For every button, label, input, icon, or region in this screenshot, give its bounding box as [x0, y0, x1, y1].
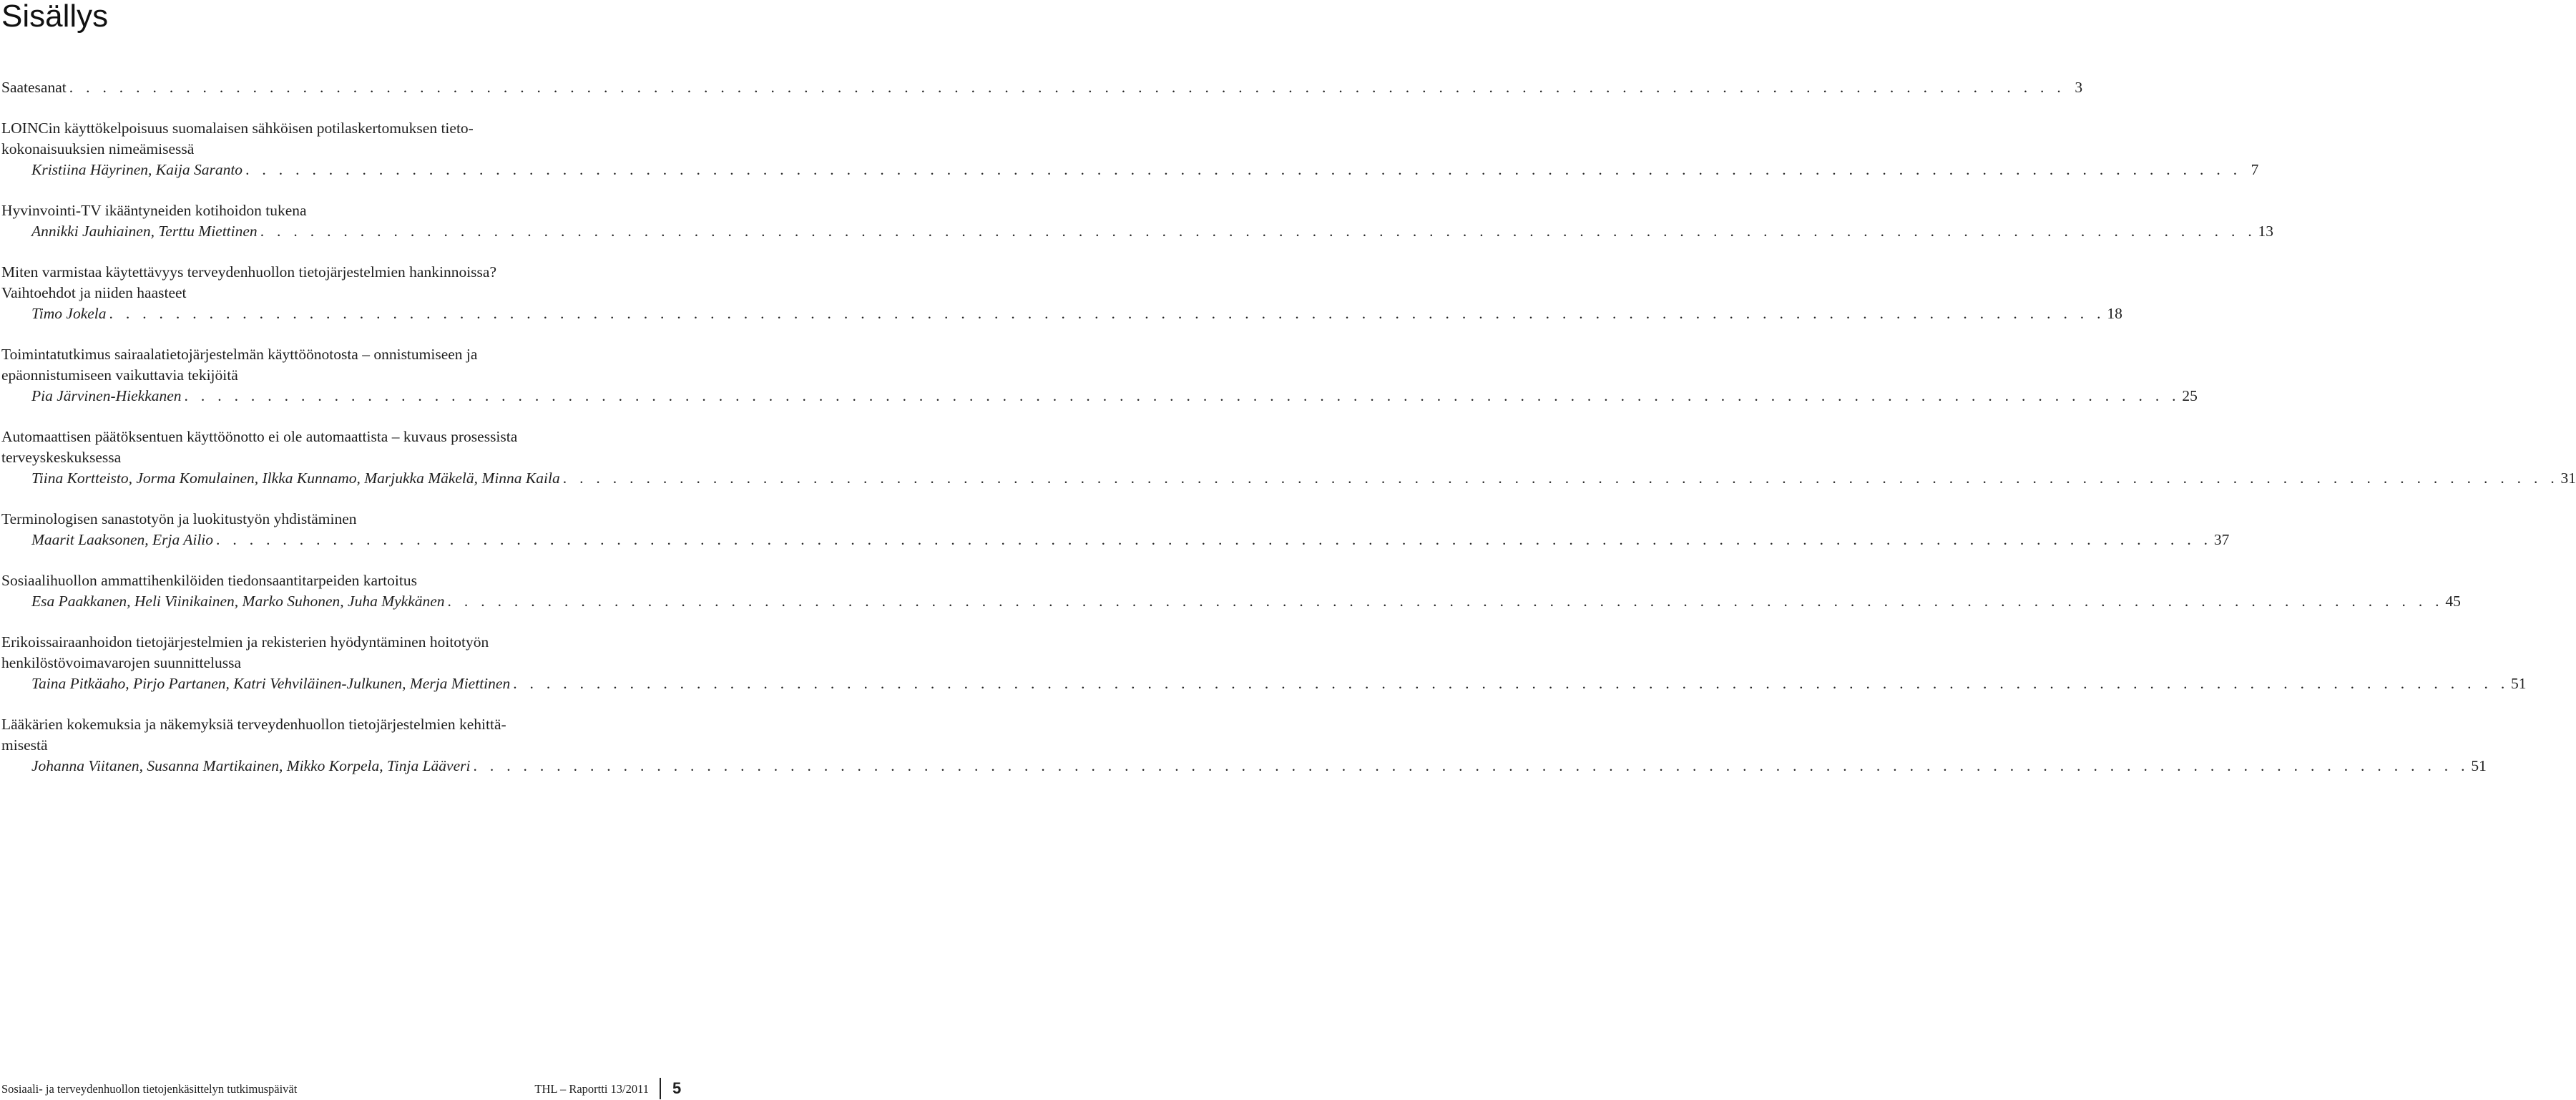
toc-page-number: 13 [2258, 223, 2274, 240]
toc-entry[interactable] [1, 262, 2122, 324]
toc-page-number: 37 [2213, 531, 2230, 548]
dot-leader: . . . . . . . . . . . . . . . . . . . . . . . . . . . . . . . . . . . . . . . . . . . . . . . . . . . . . . . . . . . . . . . . . . . . . . . . . . . . . . . . . . . . . . . . . . . . . . . . . . . . . . . . . . . . . . . . . . . . . . . . [447, 593, 2444, 610]
footer-publication-title: Sosiaali- ja terveydenhuollon tietojenkäsittelyn tutkimuspäivät [1, 1082, 298, 1096]
toc-page-number: 51 [2471, 757, 2487, 774]
dot-leader: . . . . . . . . . . . . . . . . . . . . . . . . . . . . . . . . . . . . . . . . . . . . . . . . . . . . . . . . . . . . . . . . . . . . . . . . . . . . . . . . . . . . . . . . . . . . . . . . . . . . . . . . . . . . . . . . . . . . . . . . [473, 757, 2469, 774]
dot-leader: . . . . . . . . . . . . . . . . . . . . . . . . . . . . . . . . . . . . . . . . . . . . . . . . . . . . . . . . . . . . . . . . . . . . . . . . . . . . . . . . . . . . . . . . . . . . . . . . . . . . . . . . . . . . . . . . . . . . . . . . [216, 531, 2213, 548]
toc-page-number: 7 [2251, 161, 2259, 178]
toc-entry-authors: Maarit Laaksonen, Erja Ailio [31, 531, 214, 548]
toc-entry-title-line: LOINCin käyttökelpoisuus suomalaisen sähköisen potilaskertomuksen tieto- [1, 120, 474, 137]
toc-entry-title-line: Vaihtoehdot ja niiden haasteet [1, 284, 187, 301]
dot-leader: . . . . . . . . . . . . . . . . . . . . . . . . . . . . . . . . . . . . . . . . . . . . . . . . . . . . . . . . . . . . . . . . . . . . . . . . . . . . . . . . . . . . . . . . . . . . . . . . . . . . . . . . . . . . . . . . . . . . . . . . [184, 387, 2180, 404]
footer-divider [660, 1078, 661, 1099]
toc-entry-authors: Annikki Jauhiainen, Terttu Miettinen [31, 223, 258, 240]
toc-entry-title-line: Miten varmistaa käytettävyys terveydenhuollon tietojärjestelmien hankinnoissa? [1, 263, 496, 281]
toc-entry-authors: Esa Paakkanen, Heli Viinikainen, Marko Suhonen, Juha Mykkänen [31, 593, 445, 610]
toc-entry[interactable] [1, 77, 2083, 98]
toc-entry-title-line: terveyskeskuksessa [1, 449, 122, 466]
toc-page-number: 31 [2560, 469, 2576, 487]
toc-entry-title-line: epäonnistumiseen vaikuttavia tekijöitä [1, 366, 238, 384]
toc-entry-title-line: Terminologisen sanastotyön ja luokitustyön yhdistäminen [1, 510, 357, 527]
toc-page-number: 51 [2511, 675, 2527, 692]
dot-leader: . . . . . . . . . . . . . . . . . . . . . . . . . . . . . . . . . . . . . . . . . . . . . . . . . . . . . . . . . . . . . . . . . . . . . . . . . . . . . . . . . . . . . . . . . . . . . . . . . . . . . . . . . . . . . . . . . . . . . . . . [109, 305, 2105, 322]
toc-entry-authors: Taina Pitkäaho, Pirjo Partanen, Katri Vehviläinen-Julkunen, Merja Miettinen [31, 675, 511, 692]
toc-entry-title-line: Saatesanat [1, 79, 67, 96]
toc-entry-title-line: henkilöstövoimavarojen suunnittelussa [1, 654, 241, 671]
toc-entry-authors: Tiina Kortteisto, Jorma Komulainen, Ilkka Kunnamo, Marjukka Mäkelä, Minna Kaila [31, 469, 560, 487]
toc-entry[interactable] [1, 427, 2576, 489]
dot-leader: . . . . . . . . . . . . . . . . . . . . . . . . . . . . . . . . . . . . . . . . . . . . . . . . . . . . . . . . . . . . . . . . . . . . . . . . . . . . . . . . . . . . . . . . . . . . . . . . . . . . . . . . . . . . . . . . . . . . . . . . [245, 161, 2242, 178]
toc-entry-authors: Timo Jokela [31, 305, 107, 322]
toc-entry[interactable] [1, 344, 2198, 407]
toc-entry-authors: Kristiina Häyrinen, Kaija Saranto [31, 161, 243, 178]
table-of-contents [1, 77, 2576, 797]
toc-page-number: 25 [2182, 387, 2198, 404]
toc-entry[interactable] [1, 509, 2230, 550]
page-title: Sisällys [1, 0, 109, 34]
footer-page-number: 5 [672, 1079, 682, 1097]
toc-entry[interactable] [1, 200, 2274, 242]
toc-entry-title-line: Automaattisen päätöksentuen käyttöönotto ei ole automaattista – kuvaus prosessista [1, 428, 518, 445]
toc-entry-authors: Pia Järvinen-Hiekkanen [31, 387, 182, 404]
footer-report-id: THL – Raportti 13/2011 [534, 1082, 649, 1096]
page-footer [0, 1078, 687, 1099]
toc-entry-title-line: Sosiaalihuollon ammattihenkilöiden tiedonsaantitarpeiden kartoitus [1, 572, 417, 589]
dot-leader: . . . . . . . . . . . . . . . . . . . . . . . . . . . . . . . . . . . . . . . . . . . . . . . . . . . . . . . . . . . . . . . . . . . . . . . . . . . . . . . . . . . . . . . . . . . . . . . . . . . . . . . . . . . . . . . . . . . . . . . . [69, 79, 2066, 96]
toc-entry-title-line: Hyvinvointi-TV ikääntyneiden kotihoidon tukena [1, 202, 307, 219]
toc-entry-title-line: Lääkärien kokemuksia ja näkemyksiä terveydenhuollon tietojärjestelmien kehittä- [1, 716, 506, 733]
toc-entry[interactable] [1, 118, 2259, 180]
toc-entry-title-line: Toimintatutkimus sairaalatietojärjestelmän käyttöönotosta – onnistumiseen ja [1, 346, 478, 363]
toc-entry-title-line: misestä [1, 736, 48, 754]
dot-leader: . . . . . . . . . . . . . . . . . . . . . . . . . . . . . . . . . . . . . . . . . . . . . . . . . . . . . . . . . . . . . . . . . . . . . . . . . . . . . . . . . . . . . . . . . . . . . . . . . . . . . . . . . . . . . . . . . . . . . . . . [513, 675, 2509, 692]
toc-entry-authors: Johanna Viitanen, Susanna Martikainen, Mikko Korpela, Tinja Lääveri [31, 757, 471, 774]
dot-leader: . . . . . . . . . . . . . . . . . . . . . . . . . . . . . . . . . . . . . . . . . . . . . . . . . . . . . . . . . . . . . . . . . . . . . . . . . . . . . . . . . . . . . . . . . . . . . . . . . . . . . . . . . . . . . . . . . . . . . . . . [260, 223, 2257, 240]
toc-entry[interactable] [1, 714, 2487, 777]
toc-page-number: 3 [2075, 79, 2083, 96]
toc-entry[interactable] [1, 570, 2461, 612]
dot-leader: . . . . . . . . . . . . . . . . . . . . . . . . . . . . . . . . . . . . . . . . . . . . . . . . . . . . . . . . . . . . . . . . . . . . . . . . . . . . . . . . . . . . . . . . . . . . . . . . . . . . . . . . . . . . . . . . . . . . . . . . [562, 469, 2560, 487]
toc-entry-title-line: kokonaisuuksien nimeämisessä [1, 140, 195, 157]
toc-entry[interactable] [1, 632, 2527, 694]
toc-page-number: 45 [2445, 593, 2461, 610]
toc-page-number: 18 [2107, 305, 2122, 322]
toc-entry-title-line: Erikoissairaanhoidon tietojärjestelmien ja rekisterien hyödyntäminen hoitotyön [1, 633, 489, 651]
